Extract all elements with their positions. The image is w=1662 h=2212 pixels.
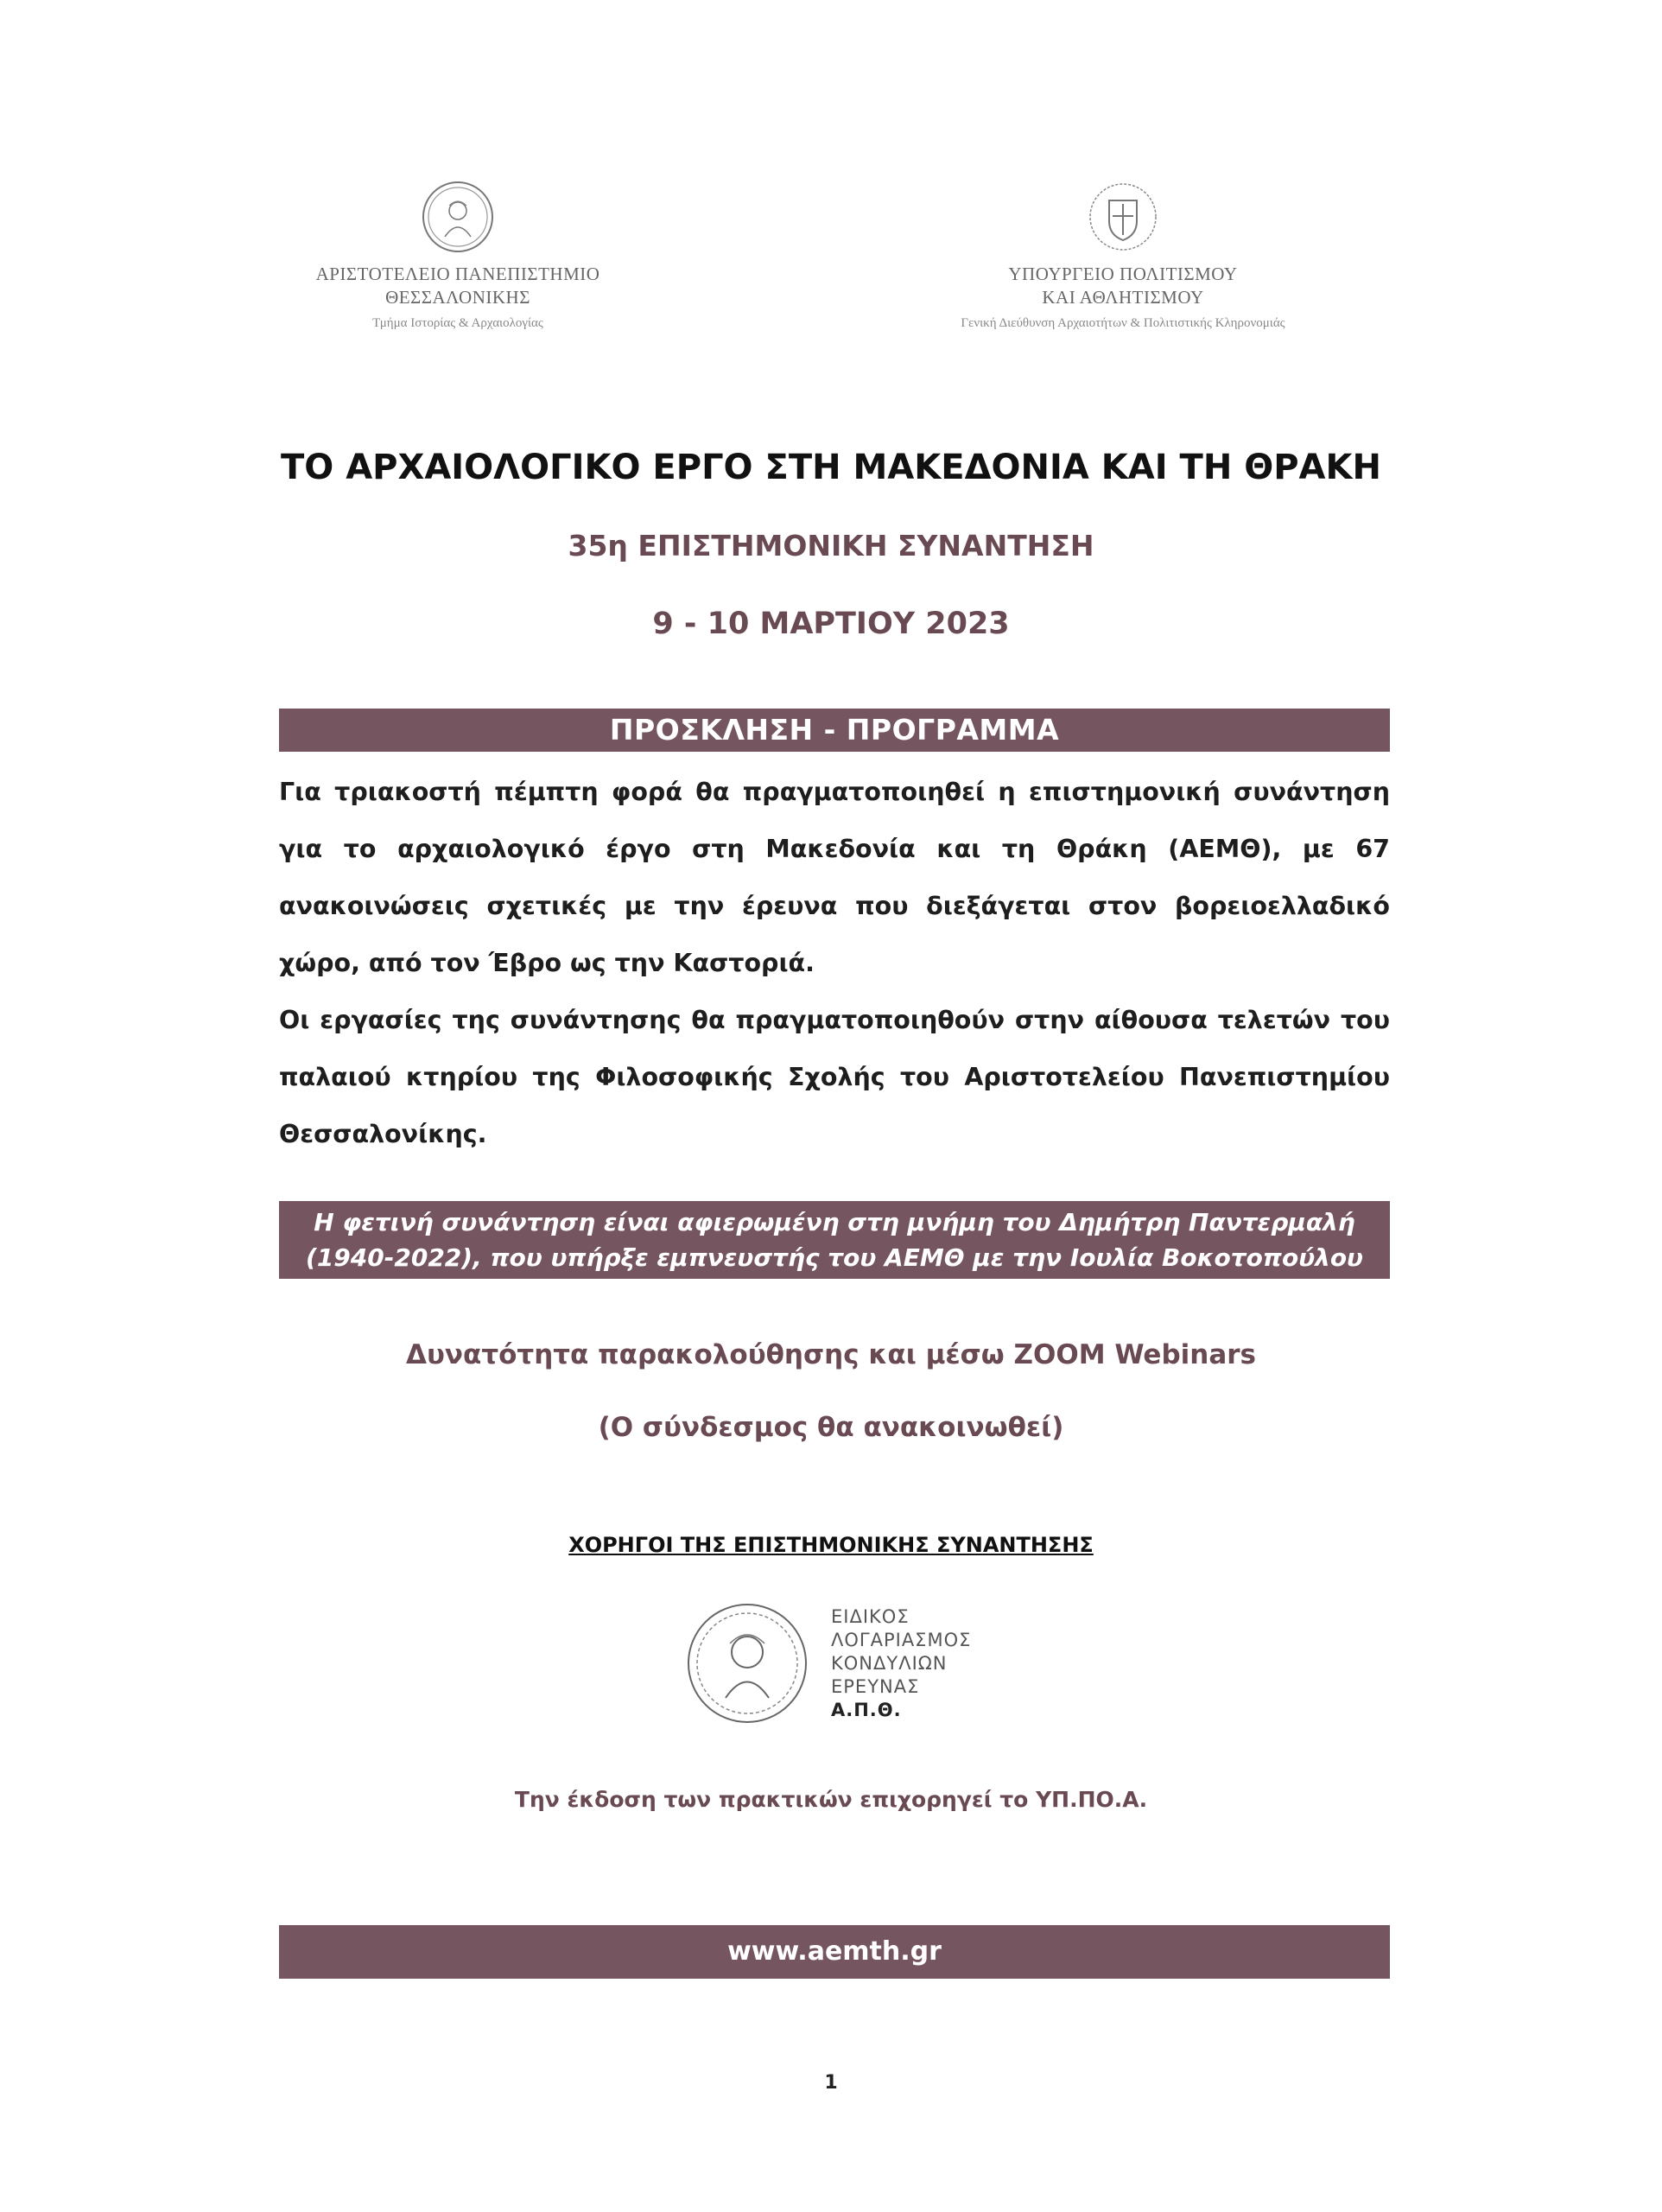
program-band: ΠΡΟΣΚΛΗΣΗ - ΠΡΟΓΡΑΜΜΑ (279, 709, 1390, 752)
website-band (279, 1925, 1390, 1979)
meeting-subtitle: 35η ΕΠΙΣΤΗΜΟΝΙΚΗ ΣΥΝΑΝΤΗΣΗ (568, 529, 1094, 563)
dedication-line1: Η φετινή συνάντηση είναι αφιερωμένη στη μνήμη του Δημήτρη Παντερμαλή (314, 1208, 1355, 1236)
venue-paragraph: Οι εργασίες της συνάντησης θα πραγματοποιηθούν στην αίθουσα τελετών του παλαιού κτηρίου της Φιλοσοφικής Σχολής του Αριστοτελείου Πανεπιστημίου Θεσσαλονίκης. (279, 1006, 1390, 1148)
dedication-line2: (1940-2022), που υπήρξε εμπνευστής του ΑΕΜΘ με την Ιουλία Βοκοτοπούλου (306, 1243, 1363, 1272)
sponsor-line: ΚΟΝΔΥΛΙΩΝ (831, 1653, 948, 1674)
sponsor-line: ΕΙΔΙΚΟΣ (831, 1606, 910, 1627)
sponsor-name (831, 1605, 971, 1722)
right-logo-sub: Γενική Διεύθυνση Αρχαιοτήτων & Πολιτιστικής Κληρονομιάς (961, 316, 1285, 330)
right-logo-line2: ΚΑΙ ΑΘΛΗΤΙΣΜΟΥ (1042, 287, 1204, 308)
greek-state-emblem-icon (1086, 180, 1160, 254)
sponsor-line: ΛΟΓΑΡΙΑΣΜΟΣ (831, 1630, 972, 1650)
sponsor-logo (682, 1599, 1011, 1728)
aristotle-university-seal-icon (421, 180, 495, 254)
dedication-band (279, 1201, 1390, 1279)
intro-paragraph: Για τριακοστή πέμπτη φορά θα πραγματοποιηθεί η επιστημονική συνάντηση για το αρχαιολογικό έργο στη Μακεδονία και τη Θράκη (ΑΕΜΘ), με 67 ανακοινώσεις σχετικές με την έρευνα που διεξάγεται στον βορειοελλαδικό χώρο, από τον Έβρο ως την Καστοριά. (279, 778, 1390, 977)
sponsor-abbrev: Α.Π.Θ. (831, 1700, 902, 1720)
right-logo-line1: ΥΠΟΥΡΓΕΙΟ ΠΟΛΙΤΙΣΜΟΥ (1008, 264, 1238, 284)
link-note: (Ο σύνδεσμος θα ανακοινωθεί) (598, 1412, 1064, 1443)
left-logo-line2: ΘΕΣΣΑΛΟΝΙΚΗΣ (385, 287, 530, 308)
website-link[interactable]: www.aemth.gr (727, 1936, 942, 1967)
proceedings-sponsor-note: Την έκδοση των πρακτικών επιχορηγεί το ΥΠ.ΠΟ.Α. (514, 1787, 1148, 1812)
sponsors-heading: ΧΟΡΗΓΟΙ ΤΗΣ ΕΠΙΣΤΗΜΟΝΙΚΗΣ ΣΥΝΑΝΤΗΣΗΣ (568, 1533, 1094, 1557)
meeting-dates: 9 - 10 ΜΑΡΤΙΟΥ 2023 (652, 607, 1010, 641)
zoom-availability: Δυνατότητα παρακολούθησης και μέσω ZOOM Webinars (406, 1339, 1256, 1370)
document-title: ΤΟ ΑΡΧΑΙΟΛΟΓΙΚΟ ΕΡΓΟ ΣΤΗ ΜΑΚΕΔΟΝΙΑ ΚΑΙ ΤΗ ΘΡΑΚΗ (281, 448, 1381, 487)
left-logo-sub: Τμήμα Ιστορίας & Αρχαιολογίας (372, 316, 543, 330)
research-committee-seal-icon (682, 1599, 812, 1728)
aristotle-university-logo (276, 180, 639, 331)
ministry-of-culture-logo (898, 180, 1348, 331)
left-logo-line1: ΑΡΙΣΤΟΤΕΛΕΙΟ ΠΑΝΕΠΙΣΤΗΜΙΟ (315, 264, 600, 284)
page-number: 1 (824, 2072, 838, 2094)
sponsor-line: ΕΡΕΥΝΑΣ (831, 1676, 920, 1697)
